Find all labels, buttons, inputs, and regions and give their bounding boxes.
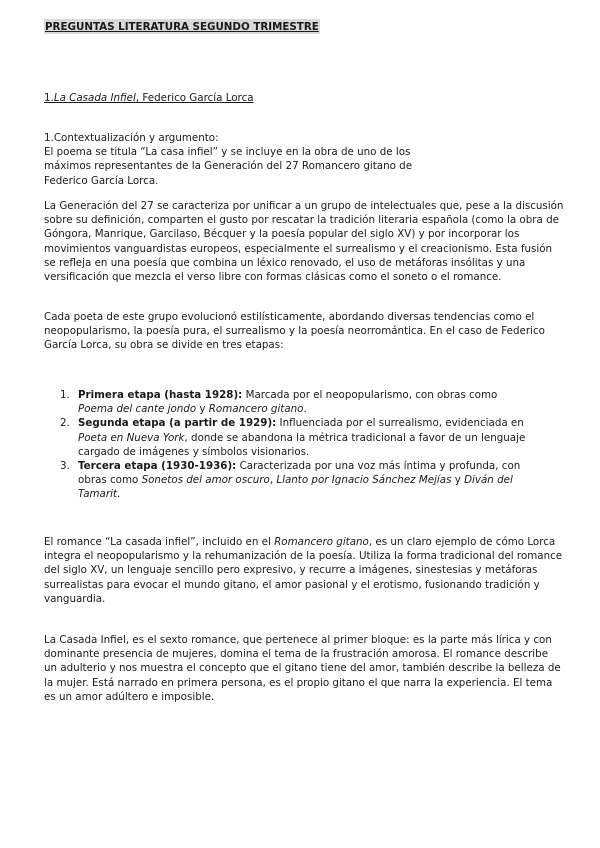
intro-paragraph (44, 131, 444, 188)
separator-text: . (303, 403, 307, 416)
separator-text: y (451, 474, 465, 487)
stage-label: Tercera etapa (1930-1936): (78, 460, 237, 473)
stage-text: Caracterizada por una voz más íntima y profunda, con obras como (78, 460, 521, 487)
list-number: 3. (60, 460, 70, 473)
stage-label: Primera etapa (hasta 1928): (78, 389, 243, 401)
stage-label: Segunda etapa (a partir de 1929): (78, 417, 277, 430)
work-title: La Casada Infiel (53, 92, 136, 104)
list-item (60, 459, 530, 502)
romance-paragraph (44, 535, 564, 606)
list-number: 1. (60, 389, 70, 401)
generation-paragraph: La Generación del 27 se caracteriza por unificar a un grupo de intelectuales que, pese a la discusión sobre su definición, comparten el gusto por rescatar la tradición literaria española (como la obra de Góngora, Manrique, Garcilaso, Bécquer y la poesía popular del siglo XV) y por incorporar los movimientos vanguardistas europeos, especialmente el surrealismo y el creacionismo. Esta fusión se refleja en una poesía que combina un léxico renovado, el uso de metáforas insólitas y una versificación que mezcla el verso libre con formas clásicas como el soneto o el romance. (44, 200, 564, 284)
work-title: Sonetos del amor oscuro (141, 474, 270, 487)
separator-text: , (269, 474, 277, 487)
work-title: Poema del cante jondo (78, 403, 197, 416)
list-item (60, 416, 530, 459)
intro-text: El poema se titula “La casa infiel” y se incluye en la obra de uno de los máximos representantes de la Generación del 27 Romancero gitano de Federico García Lorca. (44, 146, 413, 187)
author-name: , Federico García Lorca (135, 92, 254, 104)
work-title: Poeta en Nueva York (78, 431, 185, 444)
page-title: PREGUNTAS LITERATURA SEGUNDO TRIMESTRE (45, 21, 319, 33)
stage-text: Influenciada por el surrealismo, evidenciada en (276, 417, 524, 430)
list-number: 2. (60, 417, 70, 430)
work-title: Romancero gitano (274, 536, 369, 548)
theme-paragraph: La Casada Infiel, es el sexto romance, que pertenece al primer bloque: es la parte más lírica y con dominante presencia de mujeres, domina el tema de la frustración amorosa. El romance describe un adulterio y nos muestra el concepto que el gitano tiene del amor, también describe la belleza de la mujer. Está narrado en primera persona, es el propio gitano el que narra la experiencia. El tema es un amor adúltero e imposible. (44, 634, 561, 703)
work-title: Llanto por Ignacio Sánchez Mejías (276, 474, 452, 487)
stages-list (60, 388, 530, 502)
intro-subheading: 1.Contextualización y argumento: (44, 132, 219, 144)
list-item (60, 388, 530, 416)
stage-text: Marcada por el neopopularismo, con obras como (242, 389, 498, 401)
work-title: Romancero gitano (208, 403, 304, 416)
separator-text: , donde se abandona la métrica tradicional a favor de un lenguaje cargado de imágenes y símbolos visionarios. (78, 431, 526, 458)
separator-text: y (196, 403, 209, 416)
section-heading (44, 91, 564, 105)
section-number: 1. (44, 92, 54, 104)
romance-text-post: , es un claro ejemplo de cómo Lorca integra el neopopularismo y la rehumanización de la poesía. Utiliza la forma tradicional del romance del siglo XV, un lenguaje sencillo pero expresivo, y recurre a imágenes, sinestesias y metáforas surrealistas para evocar el mundo gitano, el amor pasional y el erotismo, fusionando tradición y vanguardia. (44, 536, 563, 605)
evolution-paragraph: Cada poeta de este grupo evolucionó estilísticamente, abordando diversas tendencias como el neopopularismo, la poesía pura, el surrealismo y la poesía neorromántica. En el caso de Federico García Lorca, su obra se divide en tres etapas: (44, 311, 545, 352)
work-title: Diván del Tamarit (78, 474, 513, 501)
separator-text: . (117, 488, 121, 501)
romance-text-pre: El romance “La casada infiel”, incluido en el (44, 536, 275, 548)
